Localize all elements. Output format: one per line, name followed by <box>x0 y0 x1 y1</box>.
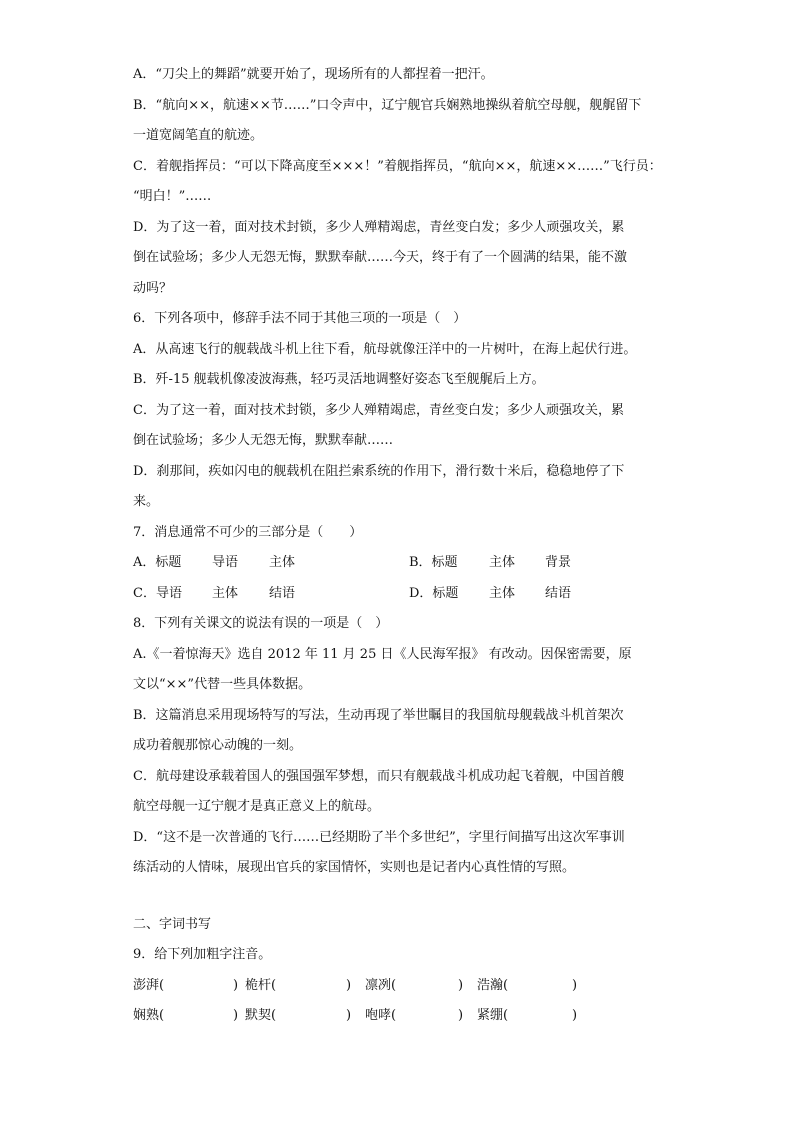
q7-option-c-item3: 结语 <box>269 585 296 601</box>
q5-option-c-line1: C．着舰指挥员：“可以下降高度至×××！”着舰指挥员，“航向××，航速××……”飞行员： <box>133 158 662 174</box>
section-title: 二、字词书写 <box>133 916 212 932</box>
section-gap <box>133 884 663 910</box>
q8-option-d-line2: 练活动的人情味，展现出官兵的家国情怀，实则也是记者内心真性情的写照。 <box>133 860 576 875</box>
q8-option-b-line2: 成功着舰那惊心动魄的一刻。 <box>133 738 303 753</box>
q7-options-row2 <box>133 579 663 610</box>
q6-option-c-line2: 倒在试验场；多少人无怨无悔，默默奉献…… <box>133 433 394 448</box>
pinyin-word-3: 凛冽( <box>365 977 397 993</box>
q7-option-d-label: D．标题 <box>409 585 459 601</box>
pinyin-word-7: 咆哮( <box>365 1008 397 1023</box>
q8-option-c-line1: C．航母建设承载着国人的强国强军梦想，而只有舰载战斗机成功起飞着舰，中国首艘 <box>133 768 624 784</box>
pinyin-row-1 <box>133 971 663 1002</box>
pinyin-word-5: 娴熟( <box>133 1008 165 1023</box>
q8-option-a-line1: A.《一着惊海天》选自 2012 年 11 月 25 日《人民海军报》 有改动。因保密需要，原 <box>133 646 632 662</box>
pinyin-word-2: 桅杆( <box>245 977 277 993</box>
q7-options-row1 <box>133 548 663 579</box>
document-content <box>133 60 663 1032</box>
q8-stem: 8．下列有关课文的说法有误的一项是（ ） <box>133 616 389 631</box>
q5-option-d-line2: 倒在试验场；多少人无怨无悔，默默奉献……今天，终于有了一个圆满的结果，能不激 <box>133 250 628 265</box>
q8-option-b-line1: B．这篇消息采用现场特写的写法，生动再现了举世瞩目的我国航母舰载战斗机首架次 <box>133 707 624 723</box>
q7-option-b-item2: 主体 <box>489 555 516 570</box>
q7-option-a-item3: 主体 <box>269 555 296 570</box>
q7-option-d-item2: 主体 <box>489 585 516 601</box>
pinyin-close-1: ) <box>233 977 239 993</box>
pinyin-word-1: 澎湃( <box>133 977 165 993</box>
q8-option-c-line2: 航空母舰一辽宁舰才是真正意义上的航母。 <box>133 799 381 814</box>
pinyin-word-6: 默契( <box>245 1008 277 1023</box>
q6-option-c-line1: C．为了这一着，面对技术封锁，多少人殚精竭虑，青丝变白发；多少人顽强攻关，累 <box>133 402 624 418</box>
q7-option-c-item2: 主体 <box>212 585 239 601</box>
q6-option-d-line2: 来。 <box>133 494 160 509</box>
q7-option-a-item2: 导语 <box>212 555 239 570</box>
q5-option-b-line2: 一道宽阔笔直的航迹。 <box>133 128 264 143</box>
pinyin-close-8: ) <box>572 1008 578 1023</box>
pinyin-close-4: ) <box>572 977 578 993</box>
q5-option-c-line2: “明白！”…… <box>133 189 212 204</box>
q8-option-a-line2: 文以“××”代替一些具体数据。 <box>133 677 312 692</box>
pinyin-close-6: ) <box>346 1008 352 1023</box>
q7-option-b-item3: 背景 <box>545 555 572 570</box>
q7-option-d-item3: 结语 <box>545 585 572 601</box>
q8-option-d-line1: D．“这不是一次普通的飞行……已经期盼了半个多世纪”，字里行间描写出这次军事训 <box>133 829 625 845</box>
q5-option-d-line1: D．为了这一着，面对技术封锁，多少人殚精竭虑，青丝变白发；多少人顽强攻关，累 <box>133 219 625 235</box>
q7-option-c-label: C．导语 <box>133 585 182 601</box>
q6-stem: 6．下列各项中，修辞手法不同于其他三项的一项是（ ） <box>133 311 467 326</box>
q5-option-d-line3: 动吗？ <box>133 280 173 296</box>
q6-option-d-line1: D．刹那间，疾如闪电的舰载机在阻拦索系统的作用下，滑行数十米后，稳稳地停了下 <box>133 463 625 479</box>
q9-stem: 9．给下列加粗字注音。 <box>133 947 272 962</box>
q6-option-a: A．从高速飞行的舰载战斗机上往下看，航母就像汪洋中的一片树叶，在海上起伏行进。 <box>133 341 637 357</box>
q7-option-b-label: B．标题 <box>409 555 458 570</box>
pinyin-close-2: ) <box>346 977 352 993</box>
pinyin-row-2 <box>133 1001 663 1032</box>
pinyin-close-3: ) <box>458 977 464 993</box>
q6-option-b: B．歼-15 舰载机像凌波海燕，轻巧灵活地调整好姿态飞至舰艉后上方。 <box>133 372 545 387</box>
q7-option-a-label: A．标题 <box>133 555 182 570</box>
pinyin-close-5: ) <box>233 1008 239 1023</box>
q5-option-b-line1: B．“航向××，航速××节……”口令声中，辽宁舰官兵娴熟地操纵着航空母舰，舰艉留下 <box>133 97 642 113</box>
pinyin-close-7: ) <box>458 1008 464 1023</box>
pinyin-word-4: 浩瀚( <box>477 977 509 993</box>
pinyin-word-8: 紧绷( <box>477 1008 509 1023</box>
q7-stem: 7．消息通常不可少的三部分是（ ） <box>133 524 363 540</box>
q5-option-a: A．“刀尖上的舞蹈”就要开始了，现场所有的人都捏着一把汗。 <box>133 67 494 82</box>
